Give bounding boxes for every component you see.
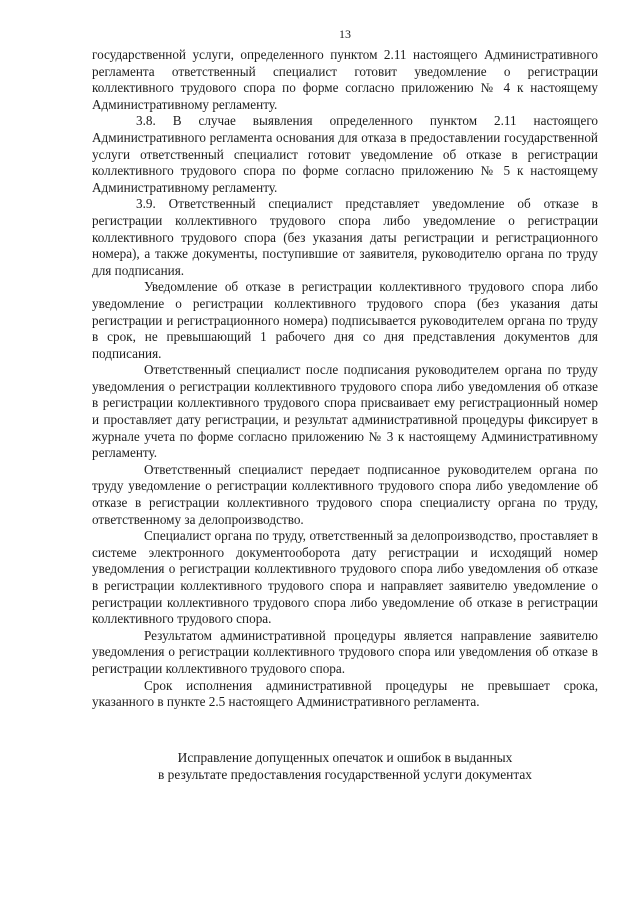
paragraph-3-8: 3.8. В случае выявления определенного пунктом 2.11 настоящего Административного регламента основания для отказа в предоставлении государственной услуги ответственный специалист готовит уведомление об отказе в регистрации коллективного трудового спора по форме согласно приложению № 5 к настоящему Административному регламенту. bbox=[92, 113, 598, 195]
paragraph-records-specialist: Специалист органа по труду, ответственный за делопроизводство, проставляет в системе электронного документооборота дату регистрации и исходящий номер уведомления о регистрации коллективного трудового спора либо уведомления об отказе в регистрации коллективного трудового спора и направляет заявителю уведомление о регистрации коллективного трудового спора либо уведомление об отказе в регистрации коллективного трудового спора. bbox=[92, 528, 598, 627]
paragraph-signing-deadline: Уведомление об отказе в регистрации коллективного трудового спора либо уведомление о регистрации коллективного трудового спора (без указания даты регистрации и регистрационного номера) подписывается руководителем органа по труду в срок, не превышающий 1 рабочего дня со дня представления документов для подписания. bbox=[92, 279, 598, 361]
section-heading-line-2: в результате предоставления государственной услуги документах bbox=[158, 766, 532, 782]
paragraph-continuation: государственной услуги, определенного пунктом 2.11 настоящего Административного регламента ответственный специалист готовит уведомление о регистрации коллективного трудового спора по форме согласно приложению № 4 к настоящему Административному регламенту. bbox=[92, 47, 598, 112]
section-heading bbox=[92, 749, 598, 783]
page-number: 13 bbox=[339, 27, 351, 41]
paragraph-result: Результатом административной процедуры является направление заявителю уведомления о регистрации коллективного трудового спора или уведомления об отказе в регистрации коллективного трудового спора. bbox=[92, 627, 598, 676]
section-heading-line-1: Исправление допущенных опечаток и ошибок в выданных bbox=[177, 749, 513, 765]
paragraph-deadline: Срок исполнения административной процедуры не превышает срока, указанного в пункте 2.5 настоящего Административного регламента. bbox=[92, 677, 598, 710]
body-text bbox=[92, 47, 598, 711]
paragraph-3-9: 3.9. Ответственный специалист представляет уведомление об отказе в регистрации коллективного трудового спора либо уведомление о регистрации коллективного трудового спора (без указания даты регистрации и регистрационного номера), а также документы, поступившие от заявителя, руководителю органа по труду для подписания. bbox=[92, 196, 598, 278]
paragraph-transfer-to-records: Ответственный специалист передает подписанное руководителем органа по труду уведомление о регистрации коллективного трудового спора либо уведомление об отказе в регистрации коллективного трудового спора специалисту органа по труду, ответственному за делопроизводство. bbox=[92, 461, 598, 527]
paragraph-registration-number: Ответственный специалист после подписания руководителем органа по труду уведомления о регистрации коллективного трудового спора либо уведомления об отказе в регистрации коллективного трудового спора присваивает ему регистрационный номер и проставляет дату регистрации, и результат административной процедуры фиксирует в журнале учета по форме согласно приложению № 3 к настоящему Административному регламенту. bbox=[92, 362, 598, 461]
